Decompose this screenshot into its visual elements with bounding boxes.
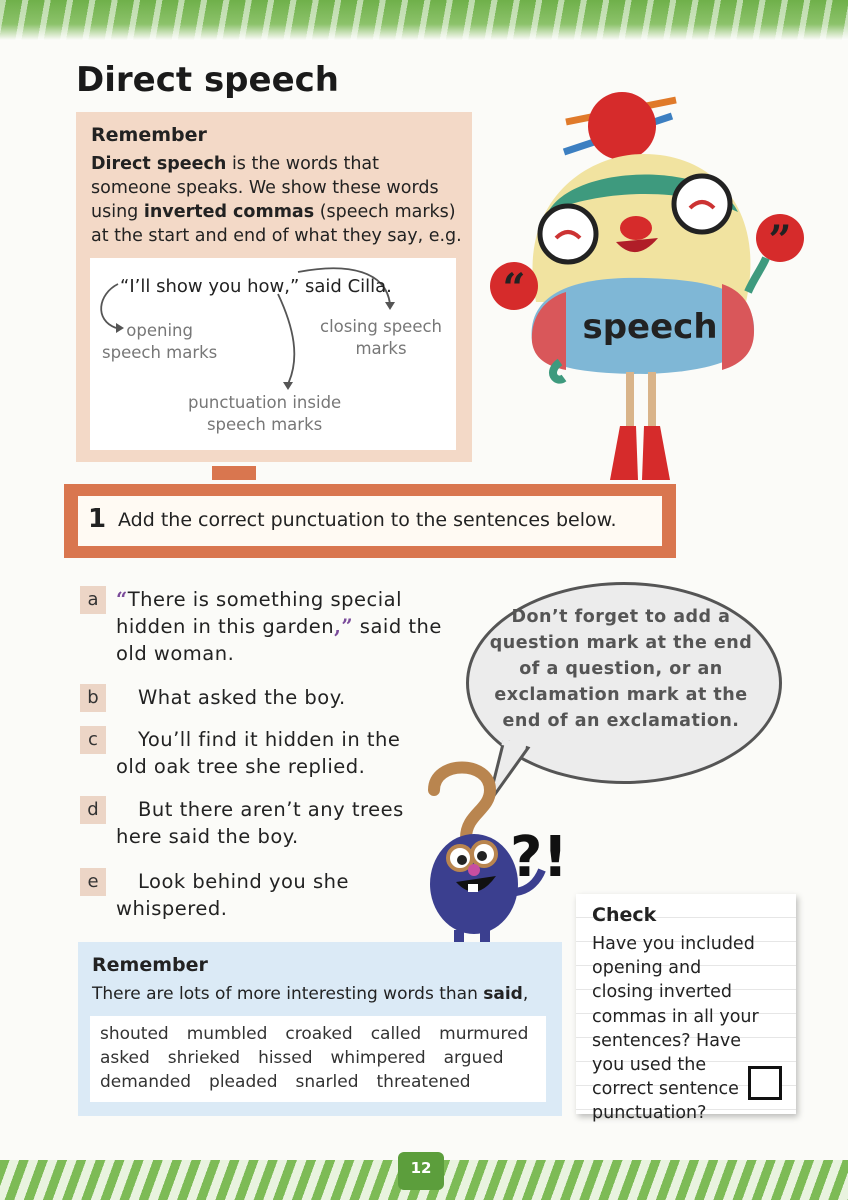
task-number: 1 [88,504,107,534]
word-bank [90,1016,546,1102]
speech-character-illustration [486,92,816,484]
word: asked [100,1048,150,1068]
word: mumbled [186,1024,268,1044]
svg-text:”: ” [768,217,792,264]
remember-heading: Remember [91,124,207,146]
word: croaked [285,1024,353,1044]
question-a[interactable]: “There is something special hidden in this garden,” said the old woman. [116,588,442,665]
word: murmured [439,1024,529,1044]
question-e[interactable]: Look behind you she whispered. [116,870,350,920]
question-letter-d: d [80,796,106,824]
check-note [576,894,796,1124]
tip-text: Don’t forget to add a question mark at the end of a question, or an exclamation mark at the end of an exclamation. [489,607,753,731]
word: shouted [100,1024,169,1044]
label-punctuation-inside: punctuation inside speech marks [188,393,342,434]
remember-words-box [78,942,562,1116]
question-letter-a: a [80,586,106,614]
question-letter-b: b [80,684,106,712]
word: shrieked [167,1048,241,1068]
top-decorative-band [0,0,848,40]
question-letter-c: c [80,726,106,754]
question-b[interactable]: What asked the boy. [138,686,346,709]
remember-words-intro: There are lots of more interesting words than said, [92,984,529,1004]
word: pleaded [209,1072,278,1092]
question-c[interactable]: You’ll find it hidden in the old oak tree she replied. [116,728,401,778]
check-checkbox[interactable] [748,1066,782,1100]
task-banner-inner [78,496,662,546]
word-row-3 [100,1072,489,1092]
question-letter-e: e [80,868,106,896]
page-number: 12 [398,1152,444,1190]
word: hissed [258,1048,313,1068]
task-instruction: Add the correct punctuation to the sentences below. [118,509,617,531]
word-row-2 [100,1048,522,1068]
label-opening-speech-marks: opening speech marks [102,321,218,362]
word: snarled [295,1072,359,1092]
word: called [370,1024,422,1044]
question-d[interactable]: But there aren’t any trees here said the boy. [116,798,404,848]
speech-character-label: speech [582,307,718,347]
remember-body: Direct speech is the words that someone speaks. We show these words using inverted commas (speech marks) at the start and end of what they say, e.g. [91,154,462,246]
example-box [90,258,456,450]
word-row-1 [100,1024,546,1044]
question-exclamation-marks: ?! [510,825,569,890]
example-sentence: “I’ll show you how,” said Cilla. [120,276,392,297]
banner-tab [212,466,256,480]
check-text: Have you included opening and closing inverted commas in all your sentences? Have you used the correct sentence punctuation? [592,934,759,1124]
word: demanded [100,1072,192,1092]
question-character-illustration [420,760,590,950]
remember-words-heading: Remember [92,954,208,976]
label-closing-speech-marks: closing speech marks [320,317,443,358]
task-banner [64,484,676,558]
svg-text:“: “ [502,265,526,312]
word: argued [443,1048,504,1068]
check-heading: Check [592,904,657,926]
word: whimpered [330,1048,426,1068]
word: threatened [376,1072,471,1092]
page-title: Direct speech [76,60,340,100]
